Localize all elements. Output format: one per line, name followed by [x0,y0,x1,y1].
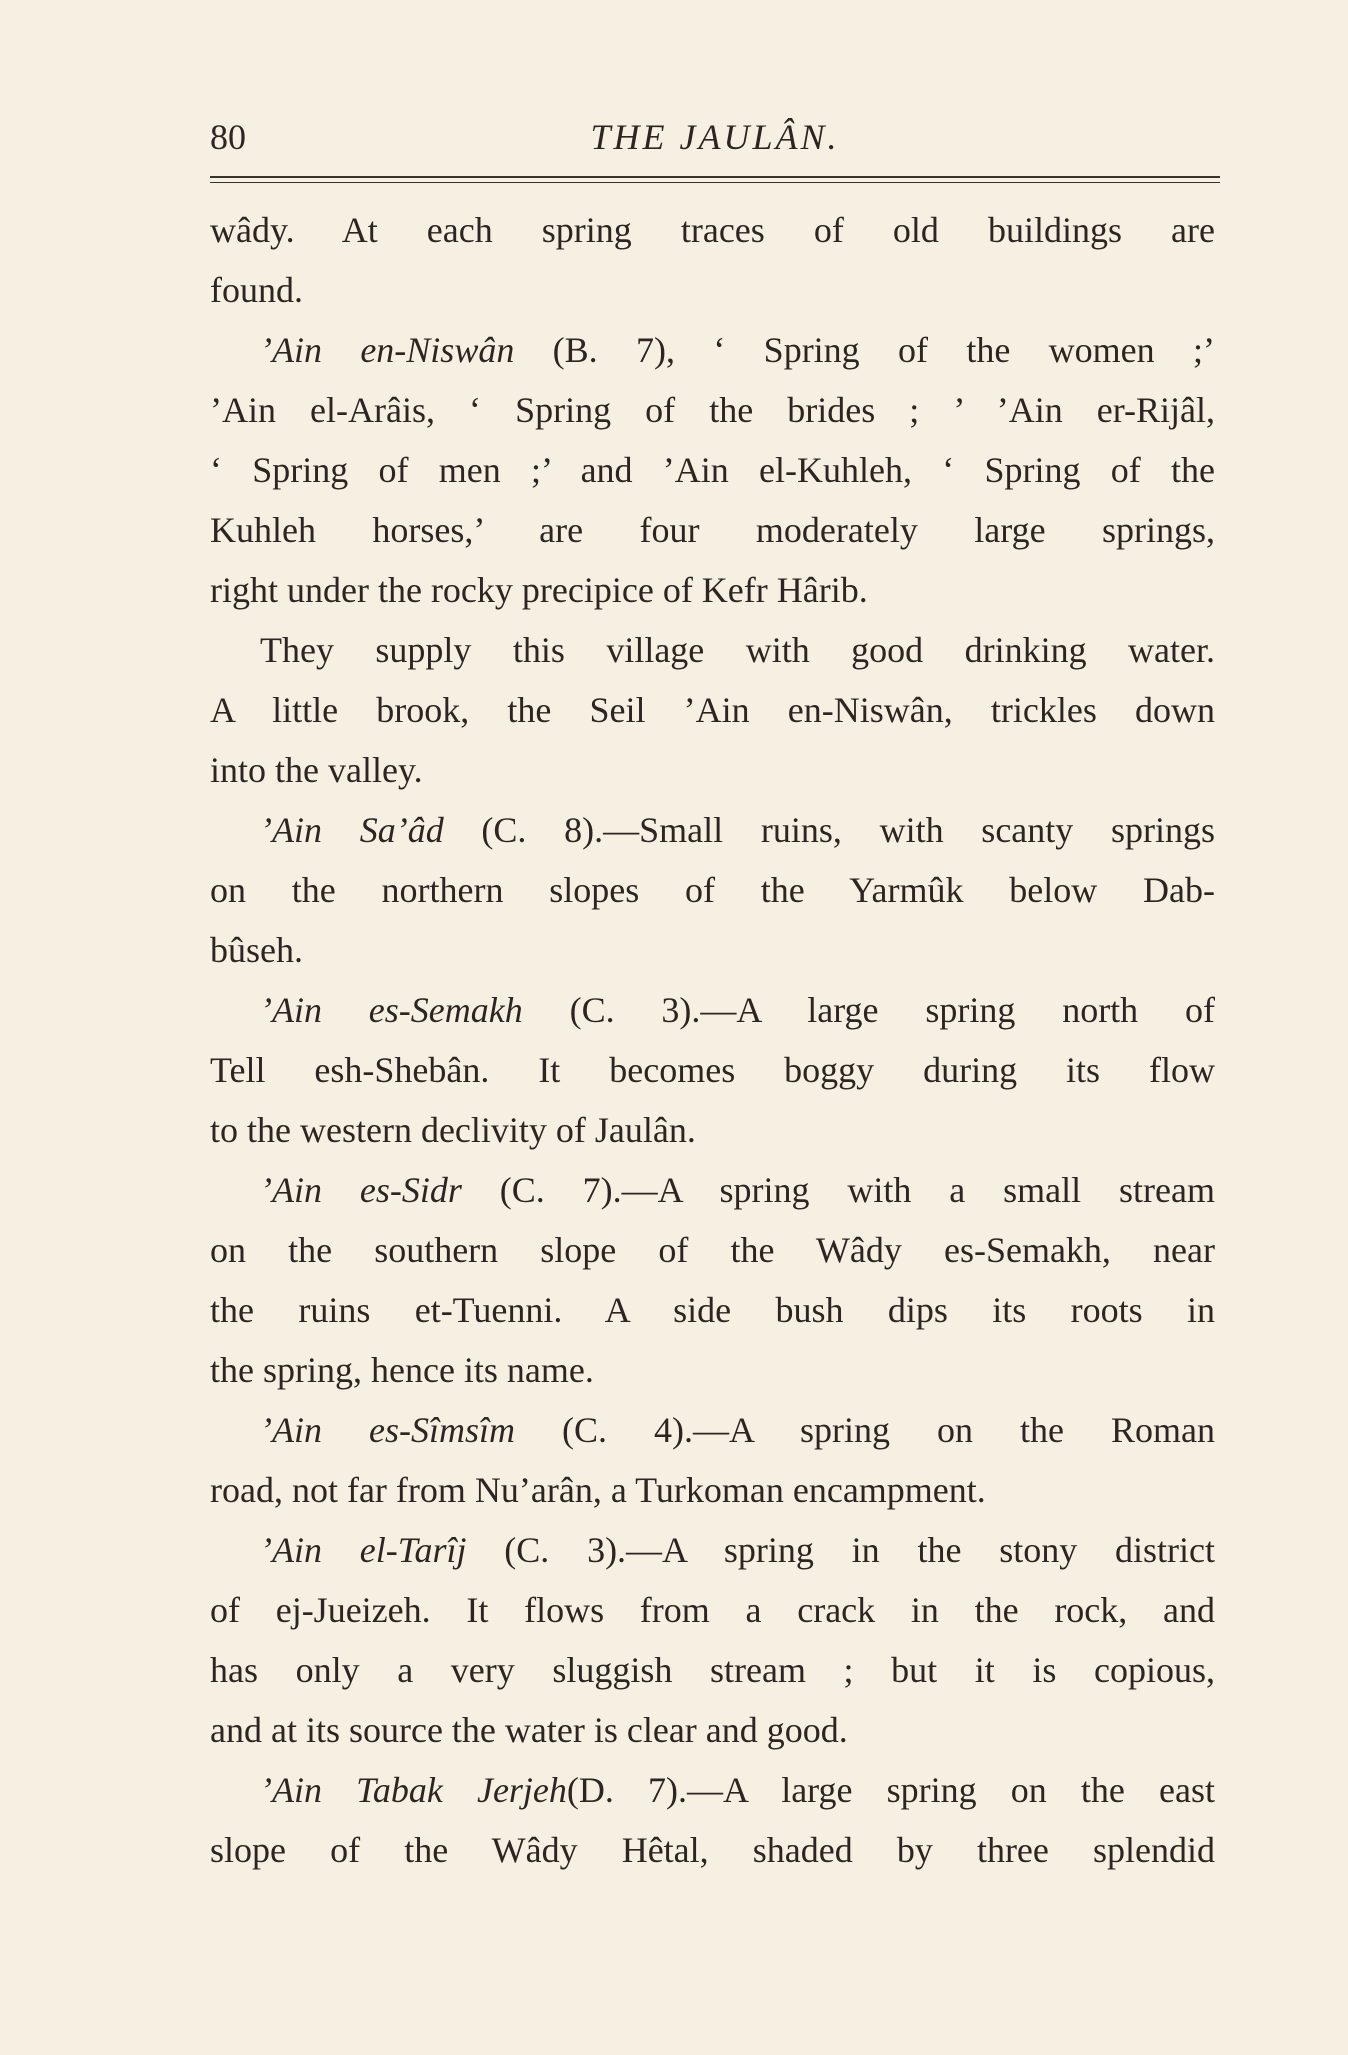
body-text [210,200,1215,1880]
text-line [210,920,1215,980]
line-text: wâdy. At each spring traces of old buildings are [210,210,1215,250]
text-line [210,1100,1215,1160]
header-rule [210,176,1220,178]
line-text: on the northern slopes of the Yarmûk below Dab- [210,870,1215,910]
line-text: (C. 4).—A spring on the Roman [514,1410,1215,1450]
text-line [210,200,1215,260]
page-header [210,112,1220,172]
line-text: A little brook, the Seil ’Ain en-Niswân, trickles down [210,690,1215,730]
text-line [210,1280,1215,1340]
text-line [210,1160,1215,1220]
line-text: and at its source the water is clear and good. [210,1710,848,1750]
line-text: slope of the Wâdy Hêtal, shaded by three splendid [210,1830,1215,1870]
spring-name: ’Ain el-Tarîj [260,1530,467,1570]
text-line [210,860,1215,920]
text-line [210,1700,1215,1760]
spring-name: ’Ain Sa’âd [260,810,444,850]
text-line [210,560,1215,620]
text-line [210,1820,1215,1880]
text-line [210,380,1215,440]
line-text: (C. 8).—Small ruins, with scanty springs [443,810,1215,850]
text-line [210,1640,1215,1700]
text-line [210,1340,1215,1400]
text-line [210,1460,1215,1520]
spring-name: ’Ain es-Semakh [260,990,523,1030]
line-text: ‘ Spring of men ;’ and ’Ain el-Kuhleh, ‘ Spring of the [210,450,1215,490]
page-number: 80 [210,117,246,157]
text-line [210,680,1215,740]
line-text: on the southern slope of the Wâdy es-Semakh, near [210,1230,1215,1270]
spring-name: ’Ain es-Sidr [260,1170,462,1210]
text-line [210,1580,1215,1640]
line-text: (C. 3).—A spring in the stony district [466,1530,1215,1570]
line-text: Kuhleh horses,’ are four moderately large springs, [210,510,1215,550]
spring-name: ’Ain en-Niswân [260,330,515,370]
line-text: (C. 7).—A spring with a small stream [461,1170,1215,1210]
text-line [210,500,1215,560]
line-text: of ej-Jueizeh. It flows from a crack in the rock, and [210,1590,1215,1630]
line-text: into the valley. [210,750,423,790]
text-line [210,260,1215,320]
text-line [210,1400,1215,1460]
line-text: road, not far from Nu’arân, a Turkoman encampment. [210,1470,986,1510]
line-text: (D. 7).—A large spring on the east [566,1770,1215,1810]
line-text: right under the rocky precipice of Kefr Hârib. [210,570,868,610]
running-head: THE JAULÂN. [590,117,840,157]
line-text: the spring, hence its name. [210,1350,594,1390]
line-text: bûseh. [210,930,303,970]
line-text: (C. 3).—A large spring north of [522,990,1215,1030]
line-text: They supply this village with good drinking water. [260,630,1215,670]
text-line [210,800,1215,860]
text-line [210,980,1215,1040]
line-text: has only a very sluggish stream ; but it is copious, [210,1650,1215,1690]
line-text: (B. 7), ‘ Spring of the women ;’ [514,330,1215,370]
line-text: to the western declivity of Jaulân. [210,1110,696,1150]
text-line [210,740,1215,800]
line-text: Tell esh-Shebân. It becomes boggy during its flow [210,1050,1215,1090]
text-line [210,1040,1215,1100]
spring-name: ’Ain es-Sîmsîm [260,1410,515,1450]
line-text: the ruins et-Tuenni. A side bush dips its roots in [210,1290,1215,1330]
line-text: ’Ain el-Arâis, ‘ Spring of the brides ; ’ ’Ain er-Rijâl, [210,390,1215,430]
spring-name: ’Ain Tabak Jerjeh [260,1770,567,1810]
text-line [210,620,1215,680]
text-line [210,1520,1215,1580]
text-line [210,1760,1215,1820]
line-text: found. [210,270,303,310]
text-line [210,320,1215,380]
header-rule-thin [210,182,1220,183]
text-line [210,440,1215,500]
text-line [210,1220,1215,1280]
